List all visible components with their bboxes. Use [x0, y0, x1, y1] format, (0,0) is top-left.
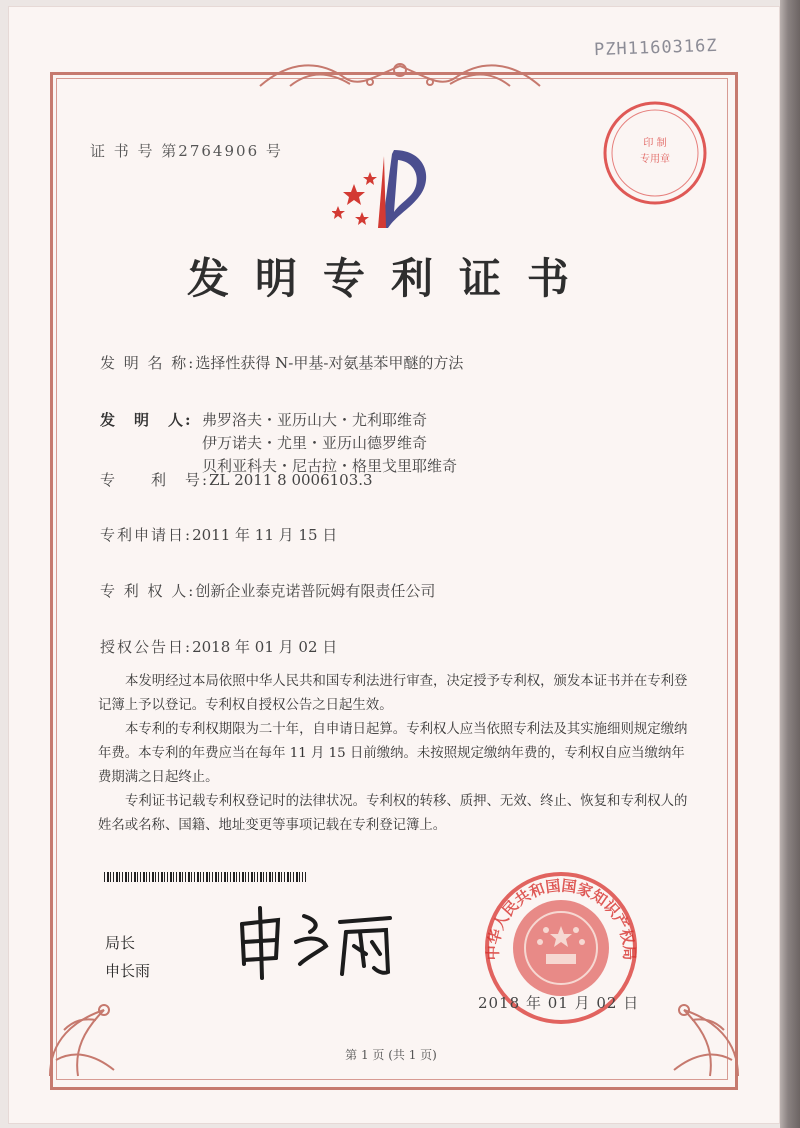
inventor-2: 伊万诺夫・尤里・亚历山德罗维奇	[202, 434, 428, 452]
director-signature	[230, 902, 410, 982]
certificate-title: 发明专利证书	[186, 254, 595, 303]
invention-name-label: 发 明 名 称:	[100, 354, 196, 372]
invention-name-row	[100, 352, 463, 373]
page-footer: 第 1 页 (共 1 页)	[345, 1048, 437, 1062]
inventor-1: 弗罗洛夫・亚历山大・尤利耶维奇	[202, 411, 428, 429]
svg-text:印 制: 印 制	[643, 138, 667, 149]
patent-number: ZL 2011 8 0006103.3	[209, 471, 373, 489]
inventor-3: 贝利亚科夫・尼古拉・格里戈里耶维奇	[202, 457, 458, 475]
filing-date-row	[100, 524, 337, 545]
director-title: 局长	[105, 934, 136, 952]
paragraph-legal-status: 专利证书记载专利权登记时的法律状况。专利权的转移、质押、无效、终止、恢复和专利权人的姓名或名称、国籍、地址变更等事项记载在专利登记簿上。	[98, 794, 688, 833]
patent-office-logo	[332, 140, 442, 232]
grant-date-row	[100, 636, 337, 657]
invention-name: 选择性获得 N-甲基-对氨基苯甲醚的方法	[195, 354, 464, 372]
inventor-row	[100, 409, 193, 430]
patentee-row	[100, 580, 435, 601]
handwritten-reference: PZH1160316Z	[593, 35, 718, 61]
filing-date: 2011 年 11 月 15 日	[192, 526, 338, 544]
paragraph-examination: 本发明经过本局依照中华人民共和国专利法进行审查，决定授予专利权，颁发本证书并在专利登记簿上予以登记。专利权自授权公告之日起生效。	[98, 674, 688, 713]
inventor-label: 发 明 人:	[100, 411, 193, 429]
filing-date-label: 专利申请日:	[100, 526, 193, 544]
svg-text:专用章: 专用章	[640, 154, 670, 165]
patentee: 创新企业泰克诺普阮姆有限责任公司	[195, 582, 436, 600]
bottom-right-ornament	[654, 990, 744, 1082]
seal-date: 2018 年 01 月 02 日	[478, 994, 640, 1012]
certificate-number: 证 书 号 第2764906 号	[90, 142, 283, 160]
binding-spine	[780, 0, 800, 1128]
grant-date-label: 授权公告日:	[100, 638, 193, 656]
svg-text:中华人民共和国国家知识产权局: 中华人民共和国国家知识产权局	[483, 876, 639, 961]
director-name: 申长雨	[105, 962, 151, 980]
patent-number-row	[100, 469, 373, 490]
grant-date: 2018 年 01 月 02 日	[192, 638, 338, 656]
patent-number-label: 专 利 号:	[100, 471, 210, 489]
special-use-seal	[600, 98, 710, 208]
top-ornament	[250, 56, 550, 96]
barcode	[104, 872, 306, 882]
paragraph-term: 本专利的专利权期限为二十年，自申请日起算。专利权人应当依照专利法及其实施细则规定缴纳年费。本专利的年费应当在每年 11 月 15 日前缴纳。未按照规定缴纳年费的，专利权自应当缴纳年费期满之日起终止。	[98, 722, 688, 785]
patentee-label: 专 利 权 人:	[100, 582, 196, 600]
bottom-left-ornament	[44, 990, 134, 1082]
